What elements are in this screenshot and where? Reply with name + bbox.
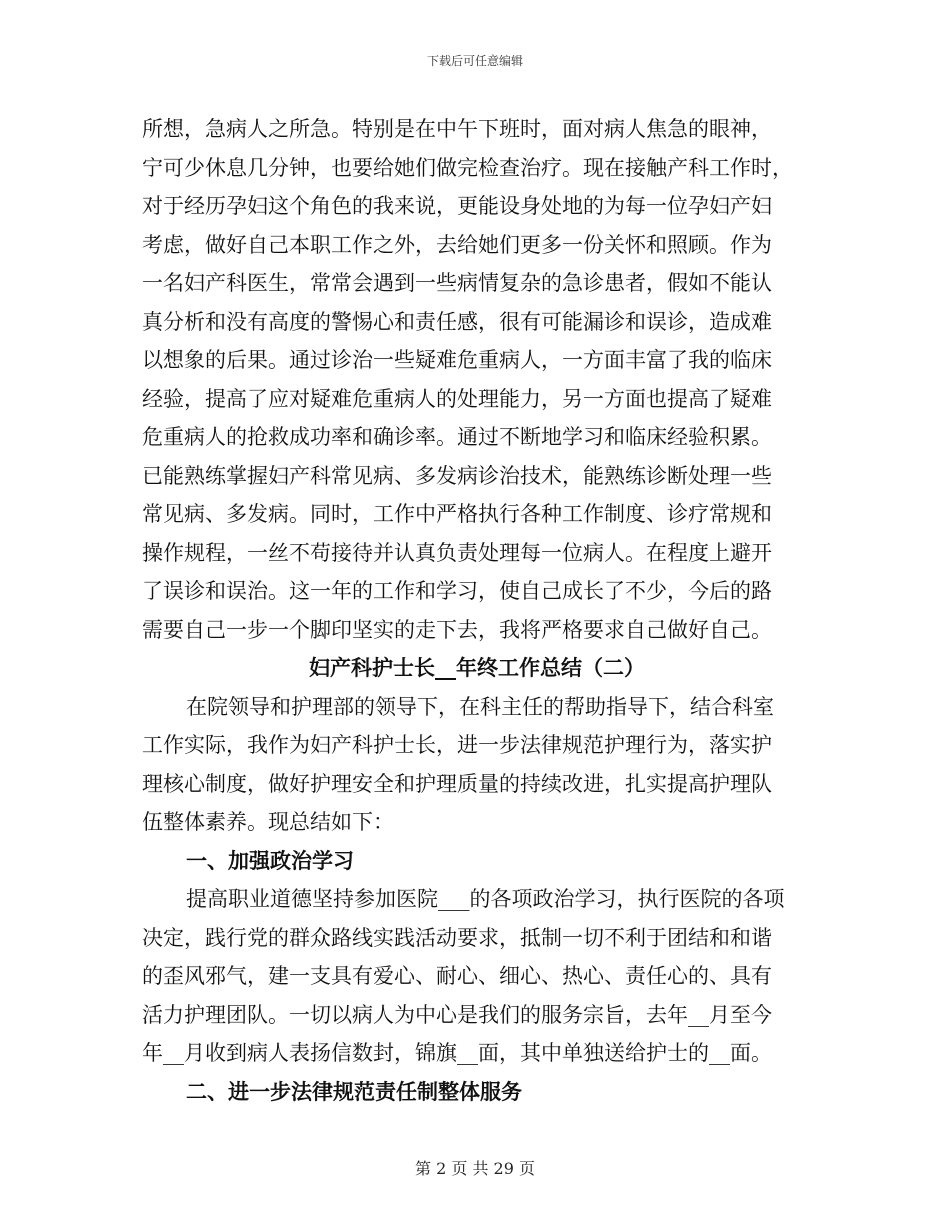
paragraph-line: 常见病、多发病。同时，工作中严格执行各种工作制度、诊疗常规和 [142, 502, 772, 526]
page-header: 下载后可任意编辑 [426, 54, 523, 68]
paragraph-line: 已能熟练掌握妇产科常见病、多发病诊治技术，能熟练诊断处理一些 [142, 463, 772, 488]
paragraph-line: 活力护理团队。一切以病人为中心是我们的服务宗旨，去年__月至今 [142, 1002, 772, 1027]
paragraph-line: 理核心制度，做好护理安全和护理质量的持续改进，扎实提高护理队 [142, 771, 772, 796]
paragraph-line: 以想象的后果。通过诊治一些疑难危重病人，一方面丰富了我的临床 [142, 348, 772, 372]
document-body [142, 110, 812, 1111]
paragraph-line: 所想，急病人之所急。特别是在中午下班时，面对病人焦急的眼神， [142, 117, 772, 141]
paragraph-line: 宁可少休息几分钟，也要给她们做完检查治疗。现在接触产科工作时， [142, 155, 793, 180]
paragraph-line: 在院领导和护理部的领导下，在科主任的帮助指导下，结合科室 [186, 694, 774, 719]
paragraph-line: 了误诊和误治。这一年的工作和学习，使自己成长了不少，今后的路 [142, 579, 772, 603]
paragraph-line: 操作规程，一丝不苟接待并认真负责处理每一位病人。在程度上避开 [142, 540, 772, 565]
section-title: 妇产科护士长__年终工作总结（二） [309, 655, 645, 680]
section-heading: 一、加强政治学习 [186, 847, 354, 873]
paragraph-line: 伍整体素养。现总结如下： [142, 810, 394, 834]
paragraph-line: 的歪风邪气，建一支具有爱心、耐心、细心、热心、责任心的、具有 [142, 964, 772, 988]
paragraph-line: 年__月收到病人表扬信数封，锦旗__面，其中单独送给护士的__面。 [142, 1041, 772, 1065]
section-heading: 二、进一步法律规范责任制整体服务 [186, 1078, 522, 1104]
paragraph-line: 经验，提高了应对疑难危重病人的处理能力，另一方面也提高了疑难 [142, 386, 772, 411]
paragraph-line: 一名妇产科医生，常常会遇到一些病情复杂的急诊患者，假如不能认 [142, 271, 772, 295]
paragraph-line: 危重病人的抢救成功率和确诊率。通过不断地学习和临床经验积累。 [142, 425, 772, 449]
page-footer: 第 2 页 共 29 页 [415, 1159, 535, 1178]
paragraph-line: 考虑，做好自己本职工作之外，去给她们更多一份关怀和照顾。作为 [142, 232, 772, 257]
paragraph-line: 决定，践行党的群众路线实践活动要求，抵制一切不利于团结和和谐 [142, 925, 772, 950]
paragraph-line: 提高职业道德坚持参加医院___的各项政治学习，执行医院的各项 [186, 887, 785, 911]
paragraph-line: 对于经历孕妇这个角色的我来说，更能设身处地的为每一位孕妇产妇 [142, 194, 772, 218]
paragraph-line: 工作实际，我作为妇产科护士长，进一步法律规范护理行为，落实护 [142, 733, 772, 757]
paragraph-line: 真分析和没有高度的警惕心和责任感，很有可能漏诊和误诊，造成难 [142, 309, 772, 334]
paragraph-line: 需要自己一步一个脚印坚实的走下去，我将严格要求自己做好自己。 [142, 617, 772, 642]
